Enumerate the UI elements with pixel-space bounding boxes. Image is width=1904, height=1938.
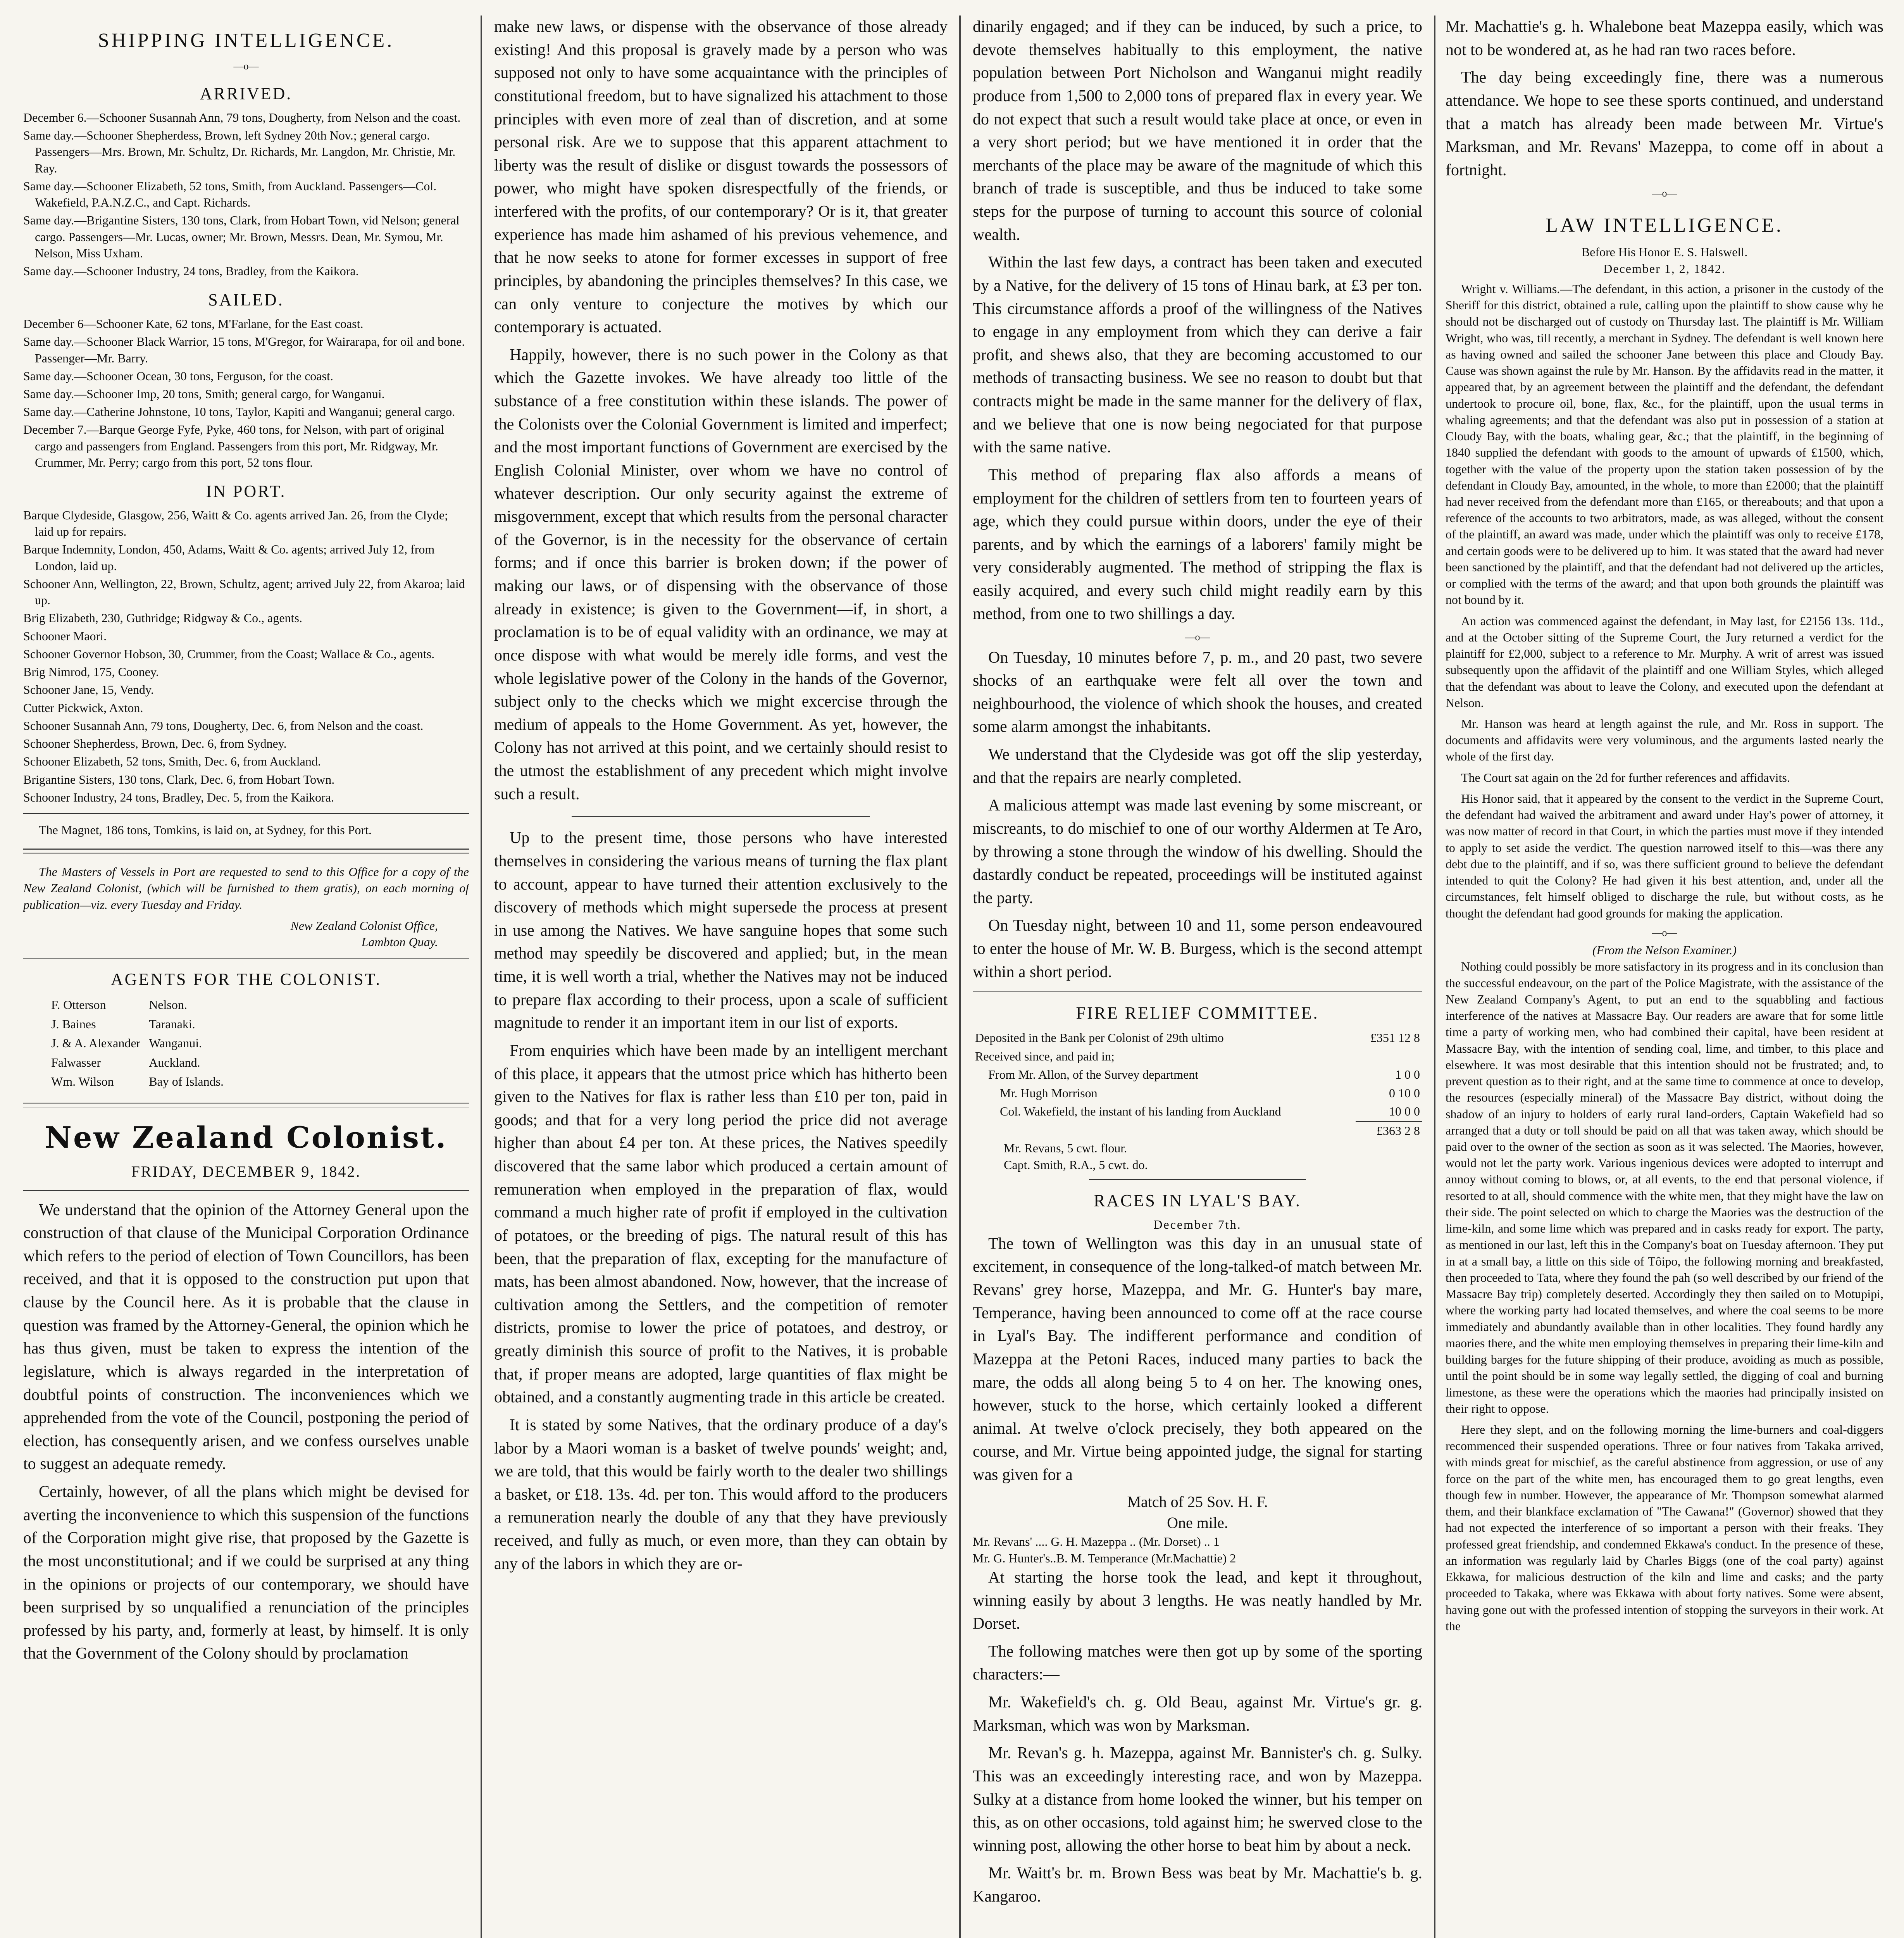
paragraph: On Tuesday night, between 10 and 11, some person endeavoured to enter the house of Mr. W. B. Burgess, which is the second attempt within a short period. (973, 917, 1422, 981)
paragraph: The following matches were then got up by some of the sporting characters:— (973, 1642, 1422, 1684)
agent-place: Taranaki. (149, 1017, 195, 1031)
inport-heading: IN PORT. (206, 482, 286, 501)
paragraph: A malicious attempt was made last evening by some miscreant, or miscreants, to do mischief to one of our worthy Aldermen at Te Aro, by throwing a stone through the window of his dwelling. Should the dastardly conduct be repeated, proceedings will be instituted against the party. (973, 797, 1422, 907)
paragraph: We understand that the opinion of the Attorney General upon the construction of that clause of the Municipal Corporation Ordinance which refers to the period of election of Town Councillors, has been received, and that it is opposed to the construction put upon that clause by the Council here. As it is probable that the clause in question was framed by the Attorney-General, the opinion which he has thus given, must be taken to express the intention of the legislature, which is always regarded in the interpretation of doubtful points of construction. The inconveniences which we apprehended from the vote of the Council, postponing the period of election, has consequently arisen, and we confess ourselves unable to suggest an adequate remedy. (23, 1201, 469, 1473)
table-row (973, 1102, 1422, 1121)
ornament: —o— (1185, 631, 1210, 643)
list-item: Schooner Industry, 24 tons, Bradley, Dec. 5, from the Kaikora. (23, 790, 334, 804)
paragraph: make new laws, or dispense with the observance of those already existing! And this proposal is gravely made by a person who was supposed not only to have some acquaintance with the principles of constitutional freedom, but to have signalized his attachment to those principles with even more of zeal than of discretion, and at some personal risk. Are we to suppose that this apparent attachment to liberty was the result of dislike or disgust towards the possessors of power, who might have spoken disrespectfully of the friends, or interfered with the profits, of our contemporary? Or is it, that greater experience has made him ashamed of his previous vehemence, and that he now seeks to atone for former excesses in support of free principles, by abandoning the principles themselves? In this case, we can only venture to conjecture the motives by which our contemporary is actuated. (494, 18, 948, 336)
masthead: New Zealand Colonist. (45, 1120, 448, 1155)
list-item: Schooner Governor Hobson, 30, Crummer, from the Coast; Wallace & Co., agents. (23, 647, 435, 661)
paragraph: Happily, however, there is no such power in the Colony as that which the Gazette invokes. We have already too little of the substance of a free constitution within these islands. The power of the Colonists over the Colonial Government is limited and imperfect; and the most important functions of Government are exercised by the English Colonial Minister, over whom we have no control of whatever description. Our only security against the extreme of misgovernment, except that which results from the personal character of the Governor, is in the necessity for the observance of certain forms; and if once this barrier is broken down; if the power of making our laws, or of dispensing with the observance of those already in existence; is given to the Government—if, in short, a proclamation is to be of equal validity with an ordinance, we may at once dispose with what would be merely idle forms, and vest the whole legislative power of the Colony in the hands of the Governor, subject only to the checks which we might excercise through the medium of appeals to the Home Government. As yet, however, the Colony has not arrived at this point, and we certainly should resist to the utmost the establishment of any precedent which might involve such a result. (494, 346, 948, 803)
paragraph: It is stated by some Natives, that the ordinary produce of a day's labor by a Maori woman is a basket of twelve pounds' weight; and, we are told, that this would be fairly worth to the dealer two shillings a basket, or £18. 13s. 4d. per ton. This would afford to the producers a remuneration nearly the double of any that they have previously received, and fully as much, or even more, than they can obtain by any of the labors in which they are or- (494, 1416, 948, 1573)
races-heading: RACES IN LYAL'S BAY. (1094, 1191, 1301, 1210)
match-title: Match of 25 Sov. H. F. (1127, 1493, 1268, 1510)
list-item: Schooner Ann, Wellington, 22, Brown, Schultz, agent; arrived July 22, from Akaroa; laid up. (23, 576, 465, 607)
list-item: December 6—Schooner Kate, 62 tons, M'Farlane, for the East coast. (23, 317, 364, 331)
table-row (47, 1053, 227, 1072)
paragraph: This method of preparing flax also affords a means of employment for the children of settlers from ten to fourteen years of age, which they could pursue within doors, under the eye of their parents, and by which the earnings of a laborers' family might be very considerably augmented. The method of stripping the flax is easily acquired, and every such child might readily earn by this method, from one to two shillings a day. (973, 466, 1422, 623)
agent-name: Wm. Wilson (51, 1074, 114, 1089)
list-item: Same day.—Schooner Elizabeth, 52 tons, Smith, from Auckland. Passengers—Col. Wakefield, P.A.N.Z.C., and Capt. Richards. (23, 179, 437, 210)
paragraph: The town of Wellington was this day in an unusual state of excitement, in consequence of the long-talked-of match between Mr. Revans' grey horse, Mazeppa, and Mr. G. Hunter's bay mare, Temperance, having been announced to come off at the race course in Lyal's Bay. The indifferent performance and condition of Mazeppa at the Petoni Races, induced many parties to back the mare, the odds all along being 5 to 4 on her. The knowing ones, however, stuck to the horse, which certainly looked a different animal. At twelve o'clock precisely, they both appeared on the course, and Mr. Virtue being appointed judge, the signal for starting was given for a (973, 1235, 1422, 1484)
list-item: Schooner Maori. (23, 629, 107, 643)
paragraph: Nothing could possibly be more satisfactory in its progress and in its conclusion than the successful endeavour, on the part of the Police Magistrate, with the assistance of the New Zealand Company's Agent, to put an end to the squabbling and factious interference of the natives at Massacre Bay. Our readers are aware that for some little time a party of working men, who had combined their capital, have been resident at Massacre Bay, with the intention of sending coal, lime, and timber, to this place and elsewhere. It was most desirable that this intention should not be frustrated; and, to prevent question as to their right, and at the same time to commence at once to develop, the resources (especially mineral) of the Massacre Bay district, without doing the shadow of an injury to holders of early rural land-orders, Captain Wakefield had so arranged that a duty or toll should be paid on all that was taken away, which should be paid over to the owner of the section as soon as it was selected. The Maories, however, would not let the party work. Various ingenious devices were adopted to interrupt and annoy without coming to blows, or, at all events, to the end that personal violence, if resorted to at all, should commence with the white men, that they might have the law on their side. The point selected on which to charge the Maories was the destruction of the lime-kiln, and some lime which was prepared and in casks ready for export. The party, as mentioned in our last, left this in the Company's boat on Tuesday afternoon. They put in at a small bay, a little on this side of Tôipo, the following morning and breakfasted, then proceeded to Tata, where they found the pah (so well described by our friend of the Massacre Bay trip) completely deserted. Accordingly they then sailed on to Motupipi, where the working party had located themselves, and where the coal seems to be more immediately and abundantly available than in other localities. They found hardly any maories there, and the white men employing themselves in preparing their lime-kiln and building barges for the future shipping of their produce, avoiding as much as possible, until the point should be in some way legally settled, the digging of coal and burning limestone, as these were the operations which the maories had principally insisted on their right to oppose. (1446, 959, 1883, 1416)
paragraph: Mr. Waitt's br. m. Brown Bess was beat by Mr. Machattie's b. g. Kangaroo. (973, 1864, 1422, 1906)
table-row (973, 1047, 1422, 1066)
divider (23, 1190, 469, 1191)
paragraph: Certainly, however, of all the plans which might be devised for averting the inconvenience to which this suspension of the functions of the Corporation might give rise, that proposed by the Gazette is the most unconstitutional; and if we could be surprised at any thing in the opinions or projects of our contemporary, we should have been surprised by so unqualified a renunciation of the principles professed by his party, and, formerly at least, by himself. It is only that the Government of the Colony should by proclamation (23, 1483, 469, 1663)
paragraph: Mr. Wakefield's ch. g. Old Beau, against Mr. Virtue's gr. g. Marksman, which was won by Marksman. (973, 1693, 1422, 1735)
divider (1089, 1179, 1306, 1180)
examiner-credit: (From the Nelson Examiner.) (1592, 943, 1737, 957)
paragraph: Up to the present time, those persons who have interested themselves in considering the various means of turning the flax plant to account, appear to have turned their attention exclusively to the discovery of methods which might supersede the process at present in use among the Natives. We have sanguine hopes that some such method may speedily be discovered and applied; but, in the mean time, it is well worth a trial, whether the Natives may not be induced to prepare flax according to their process, upon a scale of sufficient magnitude to render it an important item in our list of exports. (494, 829, 948, 1032)
law-judge: Before His Honor E. S. Halswell. (1581, 245, 1748, 259)
list-item: Schooner Susannah Ann, 79 tons, Dougherty, Dec. 6, from Nelson and the coast. (23, 718, 424, 733)
divider (572, 816, 870, 817)
office-line-2: Lambton Quay. (361, 935, 438, 949)
paragraph: At starting the horse took the lead, and kept it throughout, winning easily by about 3 lengths. He was neatly handled by Mr. Dorset. (973, 1568, 1422, 1633)
agent-name: J. & A. Alexander (51, 1036, 141, 1050)
agent-place: Nelson. (149, 998, 187, 1012)
table-row (973, 1121, 1422, 1140)
fire-heading: FIRE RELIEF COMMITTEE. (1076, 1003, 1319, 1023)
sailed-list (23, 316, 469, 471)
paragraph: Here they slept, and on the following morning the lime-burners and coal-diggers recommenced their suspended operations. Three or four natives from Takaka arrived, with minds great for mischief, as the careful abstinence from aggression, or use of any force on the part of the white men, has encouraged them to go great lengths, even though few in number. However, the appearance of Mr. Thompson somewhat alarmed them, and their blankface exclamation of "The Cawana!" (Governor) showed that they had not expected the interference of so important a person with their freaks. They professed great friendship, and condemned Ekkawa's conduct. In the presence of these, an information was regularly laid by Charles Biggs (one of the coal party) against Ekkawa, for malicious destruction of the kiln and lime and casks; and the party proceeded to Takaka, where was Ekkawa with about forty natives. Some were absent, having gone out with the professed intention of stopping the surveyors in their work. At the (1446, 1422, 1883, 1633)
list-item: Same day.—Catherine Johnstone, 10 tons, Taylor, Kapiti and Wanganui; general cargo. (23, 405, 455, 419)
table-row (47, 996, 227, 1014)
double-rule (23, 848, 469, 853)
column-4 (1446, 16, 1883, 1938)
ornament: —o— (1652, 927, 1677, 938)
agents-heading: AGENTS FOR THE COLONIST. (110, 970, 382, 989)
fire-extra-2: Capt. Smith, R.A., 5 cwt. do. (1004, 1157, 1148, 1172)
list-item: Same day.—Brigantine Sisters, 130 tons, Clark, from Hobart Town, vid Nelson; general cargo. Passengers—Mr. Lucas, owner; Mr. Brown, Messrs. Dean, Mr. Symou, Mr. Nelson, Miss Uxham. (23, 213, 460, 260)
agent-place: Bay of Islands. (149, 1074, 224, 1089)
office-line-1: New Zealand Colonist Office, (290, 918, 438, 933)
fire-row-label: Mr. Hugh Morrison (1000, 1086, 1098, 1100)
fire-row-label: From Mr. Allon, of the Survey department (988, 1067, 1199, 1082)
list-item: Brigantine Sisters, 130 tons, Clark, Dec. 6, from Hobart Town. (23, 772, 335, 786)
paragraph: Wright v. Williams.—The defendant, in this action, a prisoner in the custody of the Sheriff for this district, obtained a rule, calling upon the plaintiff to show cause why he should not be discharged out of custody on Thursday last. The plaintiff is Mr. William Wright, who was, till recently, a merchant in Sydney. The defendant is well known here as having owned and sailed the schooner Jane between this place and Cloudy Bay. Cause was shown against the rule by Mr. Hanson. By the affidavits read in the matter, it appeared that, by an agreement between the plaintiff and the defendant, the defendant undertook to procure oil, bone, flax, &c., for the plaintiff, upon the usual terms in whaling agreements; and that the defendant was also put in possession of a station at Cloudy Bay, with the boats, whaling gear, &c.; that the plaintiff, in the beginning of 1840 supplied the defendant with goods to the amount of upwards of £1500, which, together with the value of the property upon the station taken possession of by the defendant in Cloudy Bay, amounted, in the whole, to more than £2000; that the plaintiff had never received from the defendant more than £165, or thereabouts; and that upon a reference of the accounts to two arbitrators, made, as was alleged, without the consent of the plaintiff, an award was made, under which the plaintiff was only to receive £178, and certain goods were to be delivered up to him. It was stated that the award had never been sanctioned by the plaintiff, and that the defendant had not delivered up the articles, or complied with the terms of the award; and that upon both grounds the plaintiff was not bound by it. (1446, 281, 1883, 607)
ornament: —o— (1652, 188, 1677, 199)
match-subtitle: One mile. (1167, 1514, 1228, 1532)
double-rule (23, 1102, 469, 1107)
list-item: Schooner Jane, 15, Vendy. (23, 683, 154, 697)
fire-received: Received since, and paid in; (975, 1049, 1115, 1063)
list-item: Schooner Elizabeth, 52 tons, Smith, Dec. 6, from Auckland. (23, 754, 321, 769)
agent-name: F. Otterson (51, 998, 106, 1012)
list-item: Same day.—Schooner Shepherdess, Brown, left Sydney 20th Nov.; general cargo. Passengers—Mrs. Brown, Mr. Schultz, Dr. Richards, Mr. Langdon, Mr. Christie, Mr. Ray. (23, 128, 456, 175)
divider (23, 958, 469, 959)
paragraph: Within the last few days, a contract has been taken and executed by a Native, for the delivery of 15 tons of Hinau bark, at £3 per ton. This circumstance affords a proof of the willingness of the Natives to engage in any employment from which they can derive a fair profit, and shews also, that they are becoming accustomed to our methods of transacting business. We see no reason to doubt but that contracts might be made in the same manner for the delivery of flax, and we believe that one is now being negociated for that purpose with the same native. (973, 253, 1422, 457)
divider (973, 991, 1422, 992)
newspaper-page (23, 16, 1883, 1938)
column-rule (481, 16, 482, 1938)
fire-row-amount: 0 10 0 (1389, 1086, 1420, 1100)
ornament: —o— (233, 60, 259, 72)
paragraph: Mr. Revan's g. h. Mazeppa, against Mr. Bannister's ch. g. Sulky. This was an exceedingly interesting race, and won by Mazeppa. Sulky at a distance from home looked the winner, but his temper on this, as on other occasions, told against him; he swerved close to the winning post, allowing the other horse to beat him by about a neck. (973, 1744, 1422, 1855)
arrived-list (23, 109, 469, 279)
agent-place: Wanganui. (149, 1036, 202, 1050)
arrived-heading: ARRIVED. (200, 84, 293, 103)
list-item: Brig Elizabeth, 230, Guthridge; Ridgway & Co., agents. (23, 611, 302, 625)
fire-intro-amount: £351 12 8 (1370, 1031, 1420, 1045)
match-row: Mr. Revans' .... G. H. Mazeppa .. (Mr. Dorset) .. 1 (973, 1535, 1220, 1549)
issue-date: FRIDAY, DECEMBER 9, 1842. (131, 1163, 361, 1181)
column-2 (494, 16, 948, 1938)
sailed-heading: SAILED. (208, 290, 284, 310)
fire-row-label: Col. Wakefield, the instant of his landing from Auckland (1000, 1104, 1281, 1119)
column-3 (973, 16, 1422, 1938)
list-item: Same day.—Schooner Industry, 24 tons, Bradley, from the Kaikora. (23, 264, 359, 278)
list-item: December 7.—Barque George Fyfe, Pyke, 460 tons, for Nelson, with part of original cargo and passengers from England. Passengers from this port, Mr. Ridgway, Mr. Crummer, Mr. Perry; cargo from this port, 52 tons flour. (23, 422, 445, 469)
paragraph: From enquiries which have been made by an intelligent merchant of this place, it appears that the utmost price which has hitherto been given to the Natives for flax is rather less than £10 per ton, paid in goods; and that for a very long period the price did not average higher than about £4 per ton. At these prices, the Natives speedily discovered that the same labor which produced a certain amount of remuneration when employed in the preparation of flax, would command a much higher rate of profit if employed in the cultivation of potatoes, or the breeding of pigs. The natural result of this has been, that the preparation of flax, excepting for the manufacture of mats, has been almost abandoned. Now, however, that the increase of cultivation among the Settlers, and the competition of remoter districts, promise to lower the price of potatoes, and destroy, or greatly diminish this source of profit to the Natives, it is probable that, if proper means are adopted, large quantities of flax might be obtained, and a constantly augmenting trade in this article be created. (494, 1041, 948, 1407)
list-item: Schooner Shepherdess, Brown, Dec. 6, from Sydney. (23, 736, 287, 751)
table-row (47, 1015, 227, 1034)
inport-list (23, 507, 469, 805)
agent-place: Auckland. (149, 1055, 200, 1069)
paragraph: Mr. Machattie's g. h. Whalebone beat Mazeppa easily, which was not to be wondered at, as he had ran two races before. (1446, 18, 1883, 59)
list-item: Same day.—Schooner Black Warrior, 15 tons, M'Gregor, for Wairarapa, for oil and bone. Passenger—Mr. Barry. (23, 334, 465, 365)
list-item: Barque Clydeside, Glasgow, 256, Waitt & Co. agents arrived Jan. 26, from the Clyde; laid up for repairs. (23, 508, 448, 539)
list-item: December 6.—Schooner Susannah Ann, 79 tons, Dougherty, from Nelson and the coast. (23, 110, 461, 124)
fire-total: £363 2 8 (1356, 1121, 1422, 1140)
table-row (47, 1034, 227, 1053)
shipping-heading: SHIPPING INTELLIGENCE. (98, 29, 395, 52)
list-item: Barque Indemnity, London, 450, Adams, Waitt & Co. agents; arrived July 12, from London, laid up. (23, 542, 435, 573)
paragraph: The day being exceedingly fine, there was a numerous attendance. We hope to see these sports continued, and understand that a match has already been made between Mr. Virtue's Marksman, and Mr. Revans' Mazeppa, to come off in about a fortnight. (1446, 69, 1883, 179)
column-rule (1434, 16, 1435, 1938)
column-1 (23, 16, 469, 1938)
fire-row-amount: 1 0 0 (1395, 1067, 1420, 1082)
paragraph: dinarily engaged; and if they can be induced, by such a price, to devote themselves habitually to this employment, the native population between Port Nicholson and Wanganui might readily produce from 1,500 to 2,000 tons of prepared flax in every year. We do not expect that such a result would take place at once, or even in a very short period; but we have mentioned it in order that the merchants of the place may be aware of the magnitude of which this branch of trade is susceptible, and thus be induced to take some steps for the purpose of turning to account this source of colonial wealth. (973, 18, 1422, 244)
paragraph: His Honor said, that it appeared by the consent to the verdict in the Supreme Court, the defendant had waived the arbitrament and award under Hay's power of attorney, it was now matter of record in that Court, in which the parties must move if they intended to apply to set aside the verdict. The question narrowed itself to this—was there any debt due to the plaintiff, and if so, was there sufficient ground to believe the defendant intended to quit the Colony? He had given it his best attention, and, under all the circumstances, felt himself obliged to discharge the rule, but without costs, as he thought the defendant had good grounds for making the application. (1446, 791, 1883, 920)
paragraph: The Court sat again on the 2d for further references and affidavits. (1461, 770, 1790, 785)
list-item: Same day.—Schooner Imp, 20 tons, Smith; general cargo, for Wanganui. (23, 387, 385, 401)
table-row (973, 1084, 1422, 1103)
list-item: Same day.—Schooner Ocean, 30 tons, Ferguson, for the coast. (23, 369, 333, 383)
editorial (23, 1199, 469, 1666)
fire-extra-1: Mr. Revans, 5 cwt. flour. (1004, 1141, 1127, 1155)
paragraph: On Tuesday, 10 minutes before 7, p. m., and 20 past, two severe shocks of an earthquake were felt all over the town and neighbourhood, the violence of which shook the houses, and created some alarm amongst the inhabitants. (973, 648, 1422, 736)
agents-table (47, 995, 228, 1092)
magnet-notice: The Magnet, 186 tons, Tomkins, is laid on, at Sydney, for this Port. (39, 823, 372, 837)
paragraph: An action was commenced against the defendant, in May last, for £2156 13s. 11d., and at the October sitting of the Supreme Court, the Jury returned a verdict for the plaintiff for £2,000, subject to a reference to Mr. Murphy. A writ of arrest was issued subsequently upon the affidavit of the plaintiff and one William Styles, which alleged that the defendant was about to leave the Colony, and executed upon the defendant at Nelson. (1446, 614, 1883, 710)
fire-row-amount: 10 0 0 (1389, 1104, 1420, 1119)
list-item: Brig Nimrod, 175, Cooney. (23, 665, 159, 679)
agent-name: Falwasser (51, 1055, 101, 1069)
masters-notice: The Masters of Vessels in Port are requested to send to this Office for a copy of the New Zealand Colonist, (which will be furnished to them gratis), on each morning of publication—viz. every Tuesday and Friday. (23, 865, 469, 912)
races-date: December 7th. (1153, 1217, 1242, 1231)
law-heading: LAW INTELLIGENCE. (1546, 214, 1783, 236)
list-item: Cutter Pickwick, Axton. (23, 700, 143, 715)
table-row (973, 1066, 1422, 1084)
match-row: Mr. G. Hunter's..B. M. Temperance (Mr.Machattie) 2 (973, 1551, 1236, 1565)
fire-table (973, 1029, 1422, 1140)
divider (23, 813, 469, 814)
paragraph: We understand that the Clydeside was got off the slip yesterday, and that the repairs are nearly completed. (973, 746, 1422, 787)
paragraph: Mr. Hanson was heard at length against the rule, and Mr. Ross in support. The documents and affidavits were very voluminous, and the arguments lasted nearly the whole of the first day. (1446, 717, 1883, 764)
table-row (973, 1029, 1422, 1047)
law-date: December 1, 2, 1842. (1603, 261, 1726, 276)
fire-intro: Deposited in the Bank per Colonist of 29th ultimo (975, 1031, 1224, 1045)
table-row (47, 1072, 227, 1091)
agent-name: J. Baines (51, 1017, 96, 1031)
column-rule (959, 16, 961, 1938)
